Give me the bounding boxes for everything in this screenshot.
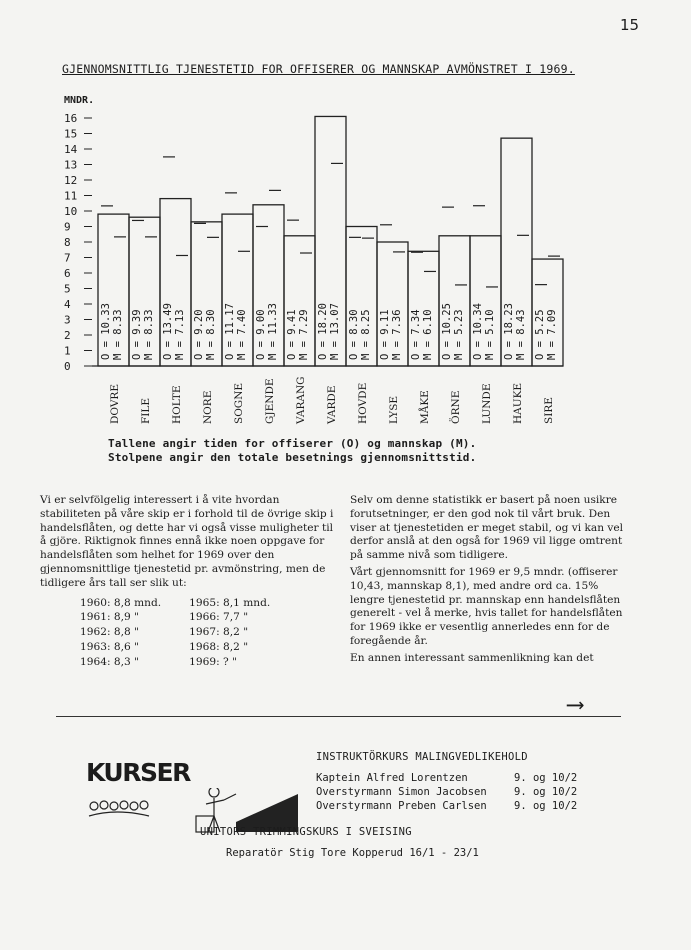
x-tick-label: VARDE (326, 385, 338, 424)
x-tick-label: FILE (140, 397, 152, 424)
data-label: M = 13.07 (329, 303, 341, 360)
right-paragraph-3: En annen interessant sammenlikning kan det (350, 651, 594, 664)
course-dates: 9. og 10/2 (514, 786, 578, 798)
x-tick-label: NORE (202, 390, 214, 424)
data-label: O = 8.30 (348, 309, 360, 360)
right-paragraph-1: Selv om denne statistikk er basert på noen usikre forutsetninger, er den god nok til vårt bruk. Den viser at tjenestetiden er meget stabil, og vi kan vel derfor anslå at den også for 1969 vil ligge omtrent på samme nivå som tidligere. (350, 494, 624, 562)
table-row (80, 597, 298, 612)
left-column (40, 494, 340, 671)
continue-arrow-icon: ⟶ (568, 690, 583, 718)
x-tick-label: ÖRNE (450, 390, 462, 424)
data-label: M = 8.43 (515, 309, 527, 360)
page-number: 15 (620, 16, 640, 34)
table-row (80, 626, 298, 641)
y-tick-label: 12 (64, 174, 78, 187)
y-tick-label: 9 (64, 220, 71, 234)
x-tick-label: MÅKE (419, 390, 431, 424)
data-label: O = 10.34 (472, 303, 484, 360)
y-tick-label: 10 (64, 205, 78, 218)
data-label: M = 8.25 (360, 309, 372, 360)
list-item (316, 772, 577, 784)
data-label: O = 9.00 (255, 309, 267, 360)
instructor-name: Kaptein Alfred Lorentzen (316, 772, 468, 784)
history-cell: 1967: 8,2 " (189, 626, 249, 639)
x-tick-label: HAUKE (512, 382, 524, 424)
course-dates: 9. og 10/2 (514, 772, 578, 784)
data-label: M = 7.36 (391, 309, 403, 360)
data-label: M = 5.10 (484, 309, 496, 360)
kurser-logo: KURSER (86, 758, 190, 787)
y-tick-label: 8 (64, 236, 71, 249)
data-label: O = 18.23 (503, 303, 515, 360)
data-label: M = 7.29 (298, 309, 310, 360)
y-tick-label: 7 (64, 251, 71, 265)
data-label: O = 9.20 (193, 309, 205, 360)
y-tick-label: 16 (64, 112, 78, 125)
chart-title: GJENNOMSNITTLIG TJENESTETID FOR OFFISERER OG MANNSKAP AVMÖNSTRET I 1969. (62, 62, 575, 76)
y-axis-label: MNDR. (64, 95, 95, 106)
data-label: M = 11.33 (267, 303, 279, 360)
list-item (316, 800, 577, 812)
y-tick-label: 3 (64, 313, 71, 327)
right-column (350, 494, 632, 669)
history-cell: 1968: 8,2 " (189, 640, 249, 653)
history-cell: 1966: 7,7 " (189, 611, 249, 624)
data-label: O = 9.39 (131, 309, 143, 360)
course-2-title: UNITORS TRIMMINGSKURS I SVEISING (200, 826, 412, 838)
data-label: M = 8.30 (205, 309, 217, 360)
y-tick-label: 13 (64, 158, 78, 172)
y-tick-label: 15 (64, 127, 78, 141)
y-tick-label: 5 (64, 282, 71, 296)
history-cell: 1963: 8,6 " (80, 640, 139, 653)
y-tick-label: 11 (64, 189, 78, 203)
y-tick-label: 1 (64, 344, 71, 358)
data-label: O = 18.20 (317, 303, 329, 360)
section-divider (56, 716, 621, 717)
data-label: O = 10.25 (441, 303, 453, 360)
data-label: M = 8.33 (112, 309, 124, 360)
list-item (316, 786, 577, 798)
course-dates: 9. og 10/2 (514, 800, 578, 812)
data-label: M = 6.10 (422, 309, 434, 360)
table-row (80, 656, 298, 671)
x-tick-label: SOGNE (233, 382, 245, 424)
course-2-row: Reparatör Stig Tore Kopperud 16/1 - 23/1 (226, 847, 479, 859)
history-cell: 1961: 8,9 " (80, 611, 139, 624)
data-label: O = 11.17 (224, 303, 236, 360)
x-tick-label: GJENDE (264, 378, 276, 424)
data-label: M = 5.23 (453, 309, 465, 360)
x-tick-label: DOVRE (109, 384, 121, 424)
x-tick-label: HOVDE (357, 382, 369, 424)
data-label: M = 7.40 (236, 309, 248, 360)
data-label: O = 7.34 (410, 309, 422, 360)
history-table (80, 597, 298, 671)
x-tick-label: LUNDE (481, 383, 493, 424)
history-cell: 1962: 8,8 " (80, 626, 139, 639)
history-cell: 1965: 8,1 mnd. (189, 596, 271, 609)
history-cell: 1964: 8,3 " (80, 655, 139, 668)
data-label: M = 7.09 (546, 309, 558, 360)
y-tick-label: 0 (64, 360, 71, 373)
table-row (80, 641, 298, 656)
x-tick-label: HOLTE (171, 385, 183, 424)
instructor-name: Overstyrmann Simon Jacobsen (316, 786, 487, 798)
chart-caption-line-1: Tallene angir tiden for offiserer (O) og mannskap (M). (108, 437, 477, 450)
x-tick-label: LYSE (388, 395, 400, 424)
data-label: O = 13.49 (162, 303, 174, 360)
history-cell: 1960: 8,8 mnd. (80, 596, 162, 609)
table-row (80, 611, 298, 626)
x-tick-label: VARANG (295, 376, 307, 424)
history-cell: 1969: ? " (189, 655, 237, 668)
data-label: M = 8.33 (143, 309, 155, 360)
y-tick-label: 6 (64, 267, 71, 280)
chart-caption-line-2: Stolpene angir den totale besetnings gjennomsnittstid. (108, 451, 477, 464)
y-tick-label: 4 (64, 298, 71, 311)
right-paragraph-2: Vårt gjennomsnitt for 1969 er 9,5 mndr. (offiserer 10,43, mannskap 8,1), med andre ord ca. 15% lengre tjenestetid pr. mannskap enn handelsflåten generelt - vel å merke, hvis tallet for handelsflåten for 1969 ikke er vesentlig annerledes enn for de foregående år. (350, 565, 623, 647)
y-tick-label: 2 (64, 329, 71, 342)
instructor-name: Overstyrmann Preben Carlsen (316, 800, 487, 812)
data-label: O = 5.25 (534, 309, 546, 360)
course-1-title: INSTRUKTÖRKURS MALINGVEDLIKEHOLD (316, 751, 528, 763)
data-label: O = 9.11 (379, 309, 391, 360)
data-label: M = 7.13 (174, 309, 186, 360)
data-label: O = 10.33 (100, 303, 112, 360)
left-paragraph: Vi er selvfölgelig interessert i å vite hvordan stabiliteten på våre skip er i forhold til de övrige skip i handelsflåten, og dette har vi også visse muligheter til å gjöre. Riktignok finnes ennå ikke noen oppgave for handelsflåten som helhet for 1969 over den gjennomsnittlige tjenestetid pr. avmönstring, men de tidligere års tall ser slik ut: (40, 494, 334, 589)
x-tick-label: SIRE (543, 397, 555, 424)
y-tick-label: 14 (64, 143, 78, 156)
data-label: O = 9.41 (286, 309, 298, 360)
